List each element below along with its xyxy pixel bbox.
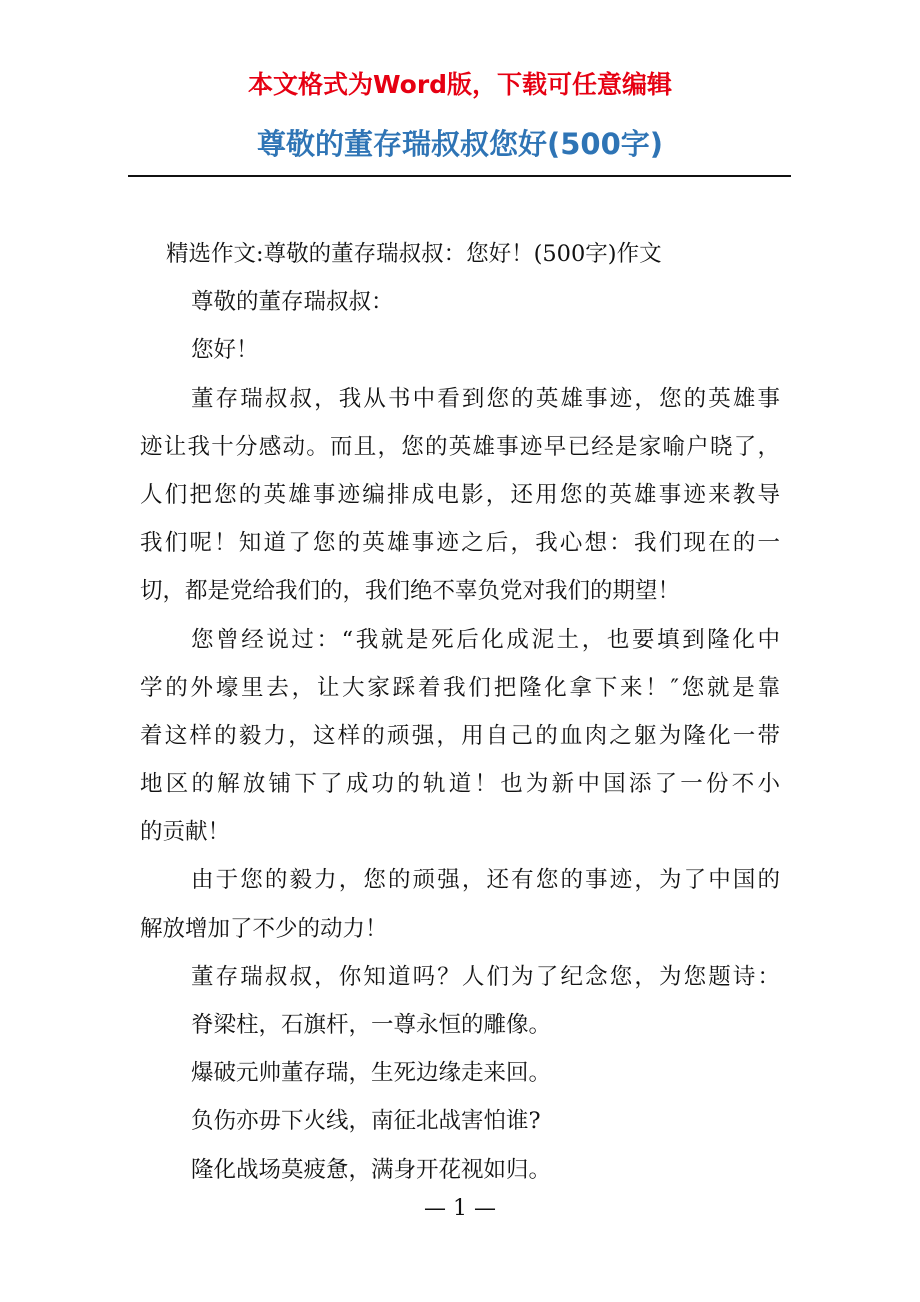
document-title: 尊敬的董存瑞叔叔您好(500字) bbox=[256, 127, 664, 161]
text-line: 您曾经说过：“我就是死后化成泥土，也要填到隆化中 bbox=[191, 626, 780, 653]
text-line: 董存瑞叔叔，我从书中看到您的英雄事迹，您的英雄事 bbox=[191, 385, 780, 412]
text-line: 尊敬的董存瑞叔叔： bbox=[191, 289, 394, 316]
text-line: 董存瑞叔叔，你知道吗？人们为了纪念您，为您题诗： bbox=[191, 963, 780, 990]
text-line: 人们把您的英雄事迹编排成电影，还用您的英雄事迹来教导 bbox=[140, 481, 780, 508]
text-line: 地区的解放铺下了成功的轨道！也为新中国添了一份不小 bbox=[140, 771, 780, 798]
text-line: 迹让我十分感动。而且，您的英雄事迹早已经是家喻户晓了， bbox=[140, 433, 780, 460]
text-line: 隆化战场莫疲惫，满身开花视如归。 bbox=[191, 1156, 552, 1183]
text-line: 的贡献！ bbox=[140, 819, 231, 846]
document-body bbox=[140, 230, 780, 1194]
text-line: 解放增加了不少的动力！ bbox=[140, 915, 388, 942]
text-line: 我们呢！知道了您的英雄事迹之后，我心想：我们现在的一 bbox=[140, 530, 780, 557]
page-number: — 1 — bbox=[424, 1196, 496, 1221]
text-line: 学的外壕里去，让大家踩着我们把隆化拿下来！″您就是靠 bbox=[140, 674, 780, 701]
title-divider bbox=[128, 175, 791, 177]
text-line: 由于您的毅力，您的顽强，还有您的事迹，为了中国的 bbox=[191, 867, 780, 894]
text-line: 爆破元帅董存瑞，生死边缘走来回。 bbox=[191, 1060, 552, 1087]
text-line: 负伤亦毋下火线，南征北战害怕谁? bbox=[191, 1108, 541, 1135]
text-line: 脊梁柱，石旗杆，一尊永恒的雕像。 bbox=[191, 1012, 552, 1038]
text-line: 精选作文:尊敬的董存瑞叔叔：您好！(500字)作文 bbox=[166, 241, 662, 267]
text-line: 您好！ bbox=[191, 337, 259, 364]
text-line: 切，都是党给我们的，我们绝不辜负党对我们的期望！ bbox=[140, 578, 681, 605]
text-line: 着这样的毅力，这样的顽强，用自己的血肉之躯为隆化一带 bbox=[140, 722, 780, 749]
format-banner: 本文格式为Word版，下载可任意编辑 bbox=[247, 70, 673, 99]
